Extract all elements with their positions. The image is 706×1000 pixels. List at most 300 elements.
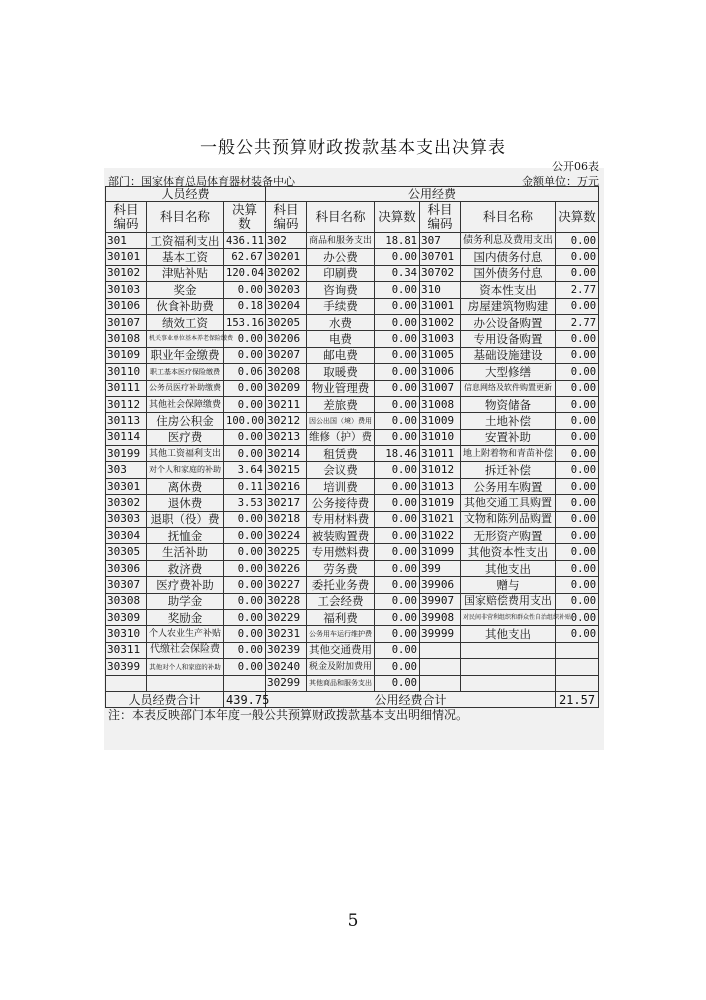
table-row <box>106 462 599 478</box>
cell-name: 退职（役）费 <box>147 511 224 527</box>
cell-name: 大型修缮 <box>461 364 556 380</box>
cell-code: 39908 <box>420 609 461 625</box>
cell-code: 307 <box>420 233 461 249</box>
cell-code: 30215 <box>266 462 307 478</box>
cell-code: 30240 <box>266 659 307 675</box>
cell-name <box>461 675 556 691</box>
cell-amount: 0.00 <box>375 331 420 347</box>
cell-name: 医疗费 <box>147 429 224 445</box>
personnel-total-label: 人员经费合计 <box>106 691 224 707</box>
cell-name <box>461 642 556 658</box>
cell-code: 30399 <box>106 659 147 675</box>
cell-code: 31012 <box>420 462 461 478</box>
cell-code: 30113 <box>106 413 147 429</box>
cell-amount: 0.00 <box>375 413 420 429</box>
cell-amount: 0.00 <box>375 642 420 658</box>
cell-name: 国内债务付息 <box>461 249 556 265</box>
cell-name: 对民间非营利组织和群众性自治组织补贴 <box>461 609 556 625</box>
cell-name: 绩效工资 <box>147 314 224 330</box>
cell-name: 基础设施建设 <box>461 347 556 363</box>
table-row <box>106 528 599 544</box>
cell-code: 30108 <box>106 331 147 347</box>
table-row <box>106 495 599 511</box>
cell-code: 30231 <box>266 626 307 642</box>
cell-name: 资本性支出 <box>461 282 556 298</box>
cell-amount: 0.00 <box>375 429 420 445</box>
cell-amount: 0.00 <box>556 478 599 494</box>
cell-code: 310 <box>420 282 461 298</box>
cell-code: 30224 <box>266 528 307 544</box>
cell-code: 30226 <box>266 560 307 576</box>
cell-code: 30208 <box>266 364 307 380</box>
cell-name: 机关事业单位基本养老保险缴费 <box>147 331 224 347</box>
cell-amount: 0.00 <box>224 659 266 675</box>
cell-code: 303 <box>106 462 147 478</box>
table-note: 注：本表反映部门本年度一般公共预算财政拨款基本支出明细情况。 <box>108 708 469 722</box>
cell-name: 邮电费 <box>307 347 375 363</box>
cell-amount: 0.00 <box>556 298 599 314</box>
cell-amount: 0.00 <box>224 642 266 658</box>
cell-name: 房屋建筑物购建 <box>461 298 556 314</box>
cell-amount: 18.46 <box>375 446 420 462</box>
cell-code: 30229 <box>266 609 307 625</box>
cell-amount: 3.53 <box>224 495 266 511</box>
table-row <box>106 675 599 691</box>
cell-code: 30204 <box>266 298 307 314</box>
table-row <box>106 298 599 314</box>
cell-name: 救济费 <box>147 560 224 576</box>
cell-amount <box>556 675 599 691</box>
cell-code: 30114 <box>106 429 147 445</box>
cell-code: 30212 <box>266 413 307 429</box>
cell-code: 30202 <box>266 265 307 281</box>
cell-name: 其他资本性支出 <box>461 544 556 560</box>
cell-name: 基本工资 <box>147 249 224 265</box>
table-row <box>106 347 599 363</box>
col-header-name: 科目名称 <box>147 202 224 233</box>
cell-name: 专用设备购置 <box>461 331 556 347</box>
cell-code: 31008 <box>420 396 461 412</box>
cell-code: 30299 <box>266 675 307 691</box>
table-row <box>106 593 599 609</box>
cell-code: 30101 <box>106 249 147 265</box>
form-number: 公开06表 <box>552 160 599 173</box>
cell-code: 399 <box>420 560 461 576</box>
cell-code: 30302 <box>106 495 147 511</box>
cell-name: 生活补助 <box>147 544 224 560</box>
col-header-code: 科目编码 <box>420 202 461 233</box>
cell-name: 抚恤金 <box>147 528 224 544</box>
cell-code: 30199 <box>106 446 147 462</box>
public-group-header: 公用经费 <box>266 187 599 202</box>
column-header-row <box>106 202 599 233</box>
cell-amount: 0.06 <box>224 364 266 380</box>
cell-name <box>147 675 224 691</box>
table-row <box>106 626 599 642</box>
cell-name: 培训费 <box>307 478 375 494</box>
cell-code: 30103 <box>106 282 147 298</box>
cell-name: 公务用车运行维护费 <box>307 626 375 642</box>
cell-name: 个人农业生产补贴 <box>147 626 224 642</box>
cell-amount: 0.11 <box>224 478 266 494</box>
col-header-name: 科目名称 <box>461 202 556 233</box>
cell-name: 物资储备 <box>461 396 556 412</box>
cell-amount: 0.00 <box>224 626 266 642</box>
table-row <box>106 249 599 265</box>
cell-name: 咨询费 <box>307 282 375 298</box>
col-header-code: 科目编码 <box>106 202 147 233</box>
cell-name: 电费 <box>307 331 375 347</box>
cell-amount: 0.00 <box>375 380 420 396</box>
cell-code: 30110 <box>106 364 147 380</box>
cell-amount: 436.11 <box>224 233 266 249</box>
cell-code: 30203 <box>266 282 307 298</box>
cell-amount: 0.00 <box>224 544 266 560</box>
cell-name: 专用材料费 <box>307 511 375 527</box>
cell-name: 税金及附加费用 <box>307 659 375 675</box>
cell-code: 301 <box>106 233 147 249</box>
cell-amount: 0.00 <box>375 478 420 494</box>
cell-amount: 0.00 <box>375 544 420 560</box>
cell-amount: 0.00 <box>224 429 266 445</box>
cell-amount: 0.00 <box>224 347 266 363</box>
cell-amount <box>224 675 266 691</box>
cell-name: 助学金 <box>147 593 224 609</box>
cell-amount: 0.00 <box>224 577 266 593</box>
table-row <box>106 265 599 281</box>
cell-amount: 0.00 <box>224 282 266 298</box>
cell-name: 商品和服务支出 <box>307 233 375 249</box>
cell-name: 拆迁补偿 <box>461 462 556 478</box>
cell-amount: 0.00 <box>556 511 599 527</box>
cell-amount: 0.00 <box>556 593 599 609</box>
cell-amount: 0.00 <box>556 495 599 511</box>
cell-amount: 0.00 <box>224 609 266 625</box>
cell-name: 租赁费 <box>307 446 375 462</box>
cell-name: 手续费 <box>307 298 375 314</box>
cell-name: 土地补偿 <box>461 413 556 429</box>
cell-code: 31007 <box>420 380 461 396</box>
table-row <box>106 609 599 625</box>
cell-amount: 0.00 <box>375 364 420 380</box>
table-row <box>106 544 599 560</box>
cell-code: 30310 <box>106 626 147 642</box>
cell-name: 其他交通工具购置 <box>461 495 556 511</box>
cell-code: 30228 <box>266 593 307 609</box>
cell-amount: 0.34 <box>375 265 420 281</box>
cell-amount: 18.81 <box>375 233 420 249</box>
cell-amount: 0.00 <box>556 347 599 363</box>
cell-code: 30305 <box>106 544 147 560</box>
cell-code: 30225 <box>266 544 307 560</box>
cell-name: 其他商品和服务支出 <box>307 675 375 691</box>
cell-name: 办公设备购置 <box>461 314 556 330</box>
cell-name: 其他工资福利支出 <box>147 446 224 462</box>
cell-code: 31006 <box>420 364 461 380</box>
cell-code: 30206 <box>266 331 307 347</box>
cell-name: 会议费 <box>307 462 375 478</box>
cell-amount: 0.00 <box>224 511 266 527</box>
expenditure-table <box>105 186 599 708</box>
cell-code: 30239 <box>266 642 307 658</box>
cell-name: 国外债务付息 <box>461 265 556 281</box>
cell-name: 其他社会保障缴费 <box>147 396 224 412</box>
cell-code: 39907 <box>420 593 461 609</box>
cell-code: 30227 <box>266 577 307 593</box>
cell-name: 印刷费 <box>307 265 375 281</box>
cell-code <box>420 675 461 691</box>
cell-amount: 0.00 <box>556 577 599 593</box>
cell-code: 31002 <box>420 314 461 330</box>
cell-amount: 0.00 <box>375 675 420 691</box>
cell-name: 地上附着物和青苗补偿 <box>461 446 556 462</box>
cell-code: 30309 <box>106 609 147 625</box>
cell-code: 30216 <box>266 478 307 494</box>
public-total-label: 公用经费合计 <box>266 691 556 707</box>
table-row <box>106 446 599 462</box>
cell-name: 债务利息及费用支出 <box>461 233 556 249</box>
cell-name: 代缴社会保险费 <box>147 642 224 658</box>
table-row <box>106 396 599 412</box>
cell-name: 职业年金缴费 <box>147 347 224 363</box>
cell-code: 31099 <box>420 544 461 560</box>
cell-code: 30209 <box>266 380 307 396</box>
cell-amount: 0.00 <box>224 331 266 347</box>
cell-amount: 2.77 <box>556 314 599 330</box>
group-header-row <box>106 187 599 202</box>
cell-amount: 0.00 <box>556 364 599 380</box>
cell-name: 因公出国（境）费用 <box>307 413 375 429</box>
cell-name: 被装购置费 <box>307 528 375 544</box>
cell-amount: 0.00 <box>224 446 266 462</box>
table-row <box>106 233 599 249</box>
cell-amount: 0.00 <box>224 380 266 396</box>
cell-code: 30201 <box>266 249 307 265</box>
cell-code: 30205 <box>266 314 307 330</box>
cell-amount: 0.18 <box>224 298 266 314</box>
table-row <box>106 364 599 380</box>
department-label: 部门：国家体育总局体育器材装备中心 <box>108 175 295 188</box>
personnel-group-header: 人员经费 <box>106 187 266 202</box>
cell-code: 30311 <box>106 642 147 658</box>
cell-name: 福利费 <box>307 609 375 625</box>
page-number: 5 <box>347 911 359 931</box>
cell-amount <box>556 642 599 658</box>
cell-name: 公务员医疗补助缴费 <box>147 380 224 396</box>
cell-code: 30106 <box>106 298 147 314</box>
cell-code: 39999 <box>420 626 461 642</box>
col-header-amount: 决算数 <box>375 202 420 233</box>
cell-code: 31013 <box>420 478 461 494</box>
cell-amount <box>556 659 599 675</box>
cell-amount: 0.00 <box>556 249 599 265</box>
cell-amount: 120.04 <box>224 265 266 281</box>
cell-name: 对个人和家庭的补助 <box>147 462 224 478</box>
cell-name: 离休费 <box>147 478 224 494</box>
cell-code: 30211 <box>266 396 307 412</box>
cell-amount: 0.00 <box>375 282 420 298</box>
cell-amount: 0.00 <box>375 249 420 265</box>
col-header-code: 科目编码 <box>266 202 307 233</box>
cell-code: 31010 <box>420 429 461 445</box>
cell-code: 30214 <box>266 446 307 462</box>
cell-name: 公务用车购置 <box>461 478 556 494</box>
cell-code: 30102 <box>106 265 147 281</box>
table-row <box>106 413 599 429</box>
col-header-amount: 决算数 <box>224 202 266 233</box>
cell-amount: 0.00 <box>375 528 420 544</box>
cell-name: 住房公积金 <box>147 413 224 429</box>
cell-code: 30307 <box>106 577 147 593</box>
cell-amount: 0.00 <box>375 560 420 576</box>
unit-label: 金额单位：万元 <box>522 175 599 188</box>
cell-amount: 0.00 <box>375 314 420 330</box>
cell-code: 31009 <box>420 413 461 429</box>
cell-amount: 0.00 <box>556 544 599 560</box>
cell-code: 31003 <box>420 331 461 347</box>
cell-amount: 0.00 <box>375 593 420 609</box>
cell-name: 无形资产购置 <box>461 528 556 544</box>
cell-code <box>106 675 147 691</box>
cell-code: 30303 <box>106 511 147 527</box>
table-row <box>106 282 599 298</box>
cell-code: 30218 <box>266 511 307 527</box>
col-header-name: 科目名称 <box>307 202 375 233</box>
cell-name: 伙食补助费 <box>147 298 224 314</box>
cell-name <box>461 659 556 675</box>
cell-name: 其他交通费用 <box>307 642 375 658</box>
cell-name: 津贴补贴 <box>147 265 224 281</box>
personnel-total-value: 439.75 <box>224 691 266 707</box>
cell-code: 30306 <box>106 560 147 576</box>
cell-amount: 0.00 <box>224 593 266 609</box>
cell-code: 30304 <box>106 528 147 544</box>
cell-code: 39906 <box>420 577 461 593</box>
cell-amount: 0.00 <box>556 331 599 347</box>
cell-amount: 0.00 <box>556 396 599 412</box>
cell-code: 30702 <box>420 265 461 281</box>
cell-amount: 0.00 <box>375 396 420 412</box>
cell-amount: 0.00 <box>375 511 420 527</box>
cell-code: 30217 <box>266 495 307 511</box>
cell-amount: 0.00 <box>224 528 266 544</box>
cell-amount: 0.00 <box>375 495 420 511</box>
cell-amount: 0.00 <box>556 413 599 429</box>
cell-amount: 0.00 <box>375 626 420 642</box>
cell-name: 维修（护）费 <box>307 429 375 445</box>
cell-name: 劳务费 <box>307 560 375 576</box>
cell-code: 30107 <box>106 314 147 330</box>
cell-code: 31011 <box>420 446 461 462</box>
cell-amount: 0.00 <box>556 626 599 642</box>
cell-amount: 0.00 <box>375 609 420 625</box>
cell-name: 奖金 <box>147 282 224 298</box>
cell-code: 31022 <box>420 528 461 544</box>
cell-name: 办公费 <box>307 249 375 265</box>
cell-amount: 0.00 <box>224 396 266 412</box>
cell-code: 31005 <box>420 347 461 363</box>
cell-name: 工会经费 <box>307 593 375 609</box>
cell-code: 30111 <box>106 380 147 396</box>
cell-name: 奖励金 <box>147 609 224 625</box>
cell-name: 委托业务费 <box>307 577 375 593</box>
col-header-amount: 决算数 <box>556 202 599 233</box>
table-row <box>106 511 599 527</box>
cell-name: 取暖费 <box>307 364 375 380</box>
cell-name: 国家赔偿费用支出 <box>461 593 556 609</box>
cell-amount: 0.00 <box>556 528 599 544</box>
cell-name: 差旅费 <box>307 396 375 412</box>
cell-name: 水费 <box>307 314 375 330</box>
cell-amount: 0.00 <box>375 298 420 314</box>
table-row <box>106 577 599 593</box>
cell-name: 其他支出 <box>461 560 556 576</box>
cell-amount: 0.00 <box>375 659 420 675</box>
cell-code <box>420 659 461 675</box>
table-row <box>106 659 599 675</box>
cell-name: 专用燃料费 <box>307 544 375 560</box>
cell-amount: 0.00 <box>556 560 599 576</box>
cell-amount: 0.00 <box>556 446 599 462</box>
cell-amount: 153.16 <box>224 314 266 330</box>
cell-amount: 0.00 <box>375 577 420 593</box>
table-row <box>106 380 599 396</box>
table-row <box>106 331 599 347</box>
cell-amount: 0.00 <box>556 462 599 478</box>
cell-name: 信息网络及软件购置更新 <box>461 380 556 396</box>
table-row <box>106 560 599 576</box>
cell-name: 工资福利支出 <box>147 233 224 249</box>
cell-code <box>420 642 461 658</box>
cell-name: 退休费 <box>147 495 224 511</box>
cell-amount: 0.00 <box>556 233 599 249</box>
cell-code: 31021 <box>420 511 461 527</box>
cell-amount: 100.00 <box>224 413 266 429</box>
cell-code: 30213 <box>266 429 307 445</box>
cell-name: 物业管理费 <box>307 380 375 396</box>
cell-amount: 0.00 <box>556 429 599 445</box>
cell-amount: 0.00 <box>556 609 599 625</box>
cell-code: 31001 <box>420 298 461 314</box>
cell-name: 职工基本医疗保险缴费 <box>147 364 224 380</box>
cell-code: 30109 <box>106 347 147 363</box>
table-row <box>106 642 599 658</box>
cell-amount: 0.00 <box>224 560 266 576</box>
cell-code: 30701 <box>420 249 461 265</box>
cell-code: 30308 <box>106 593 147 609</box>
cell-name: 公务接待费 <box>307 495 375 511</box>
cell-code: 302 <box>266 233 307 249</box>
cell-code: 30301 <box>106 478 147 494</box>
page-title: 一般公共预算财政拨款基本支出决算表 <box>200 138 506 158</box>
table-row <box>106 314 599 330</box>
cell-name: 医疗费补助 <box>147 577 224 593</box>
cell-code: 30207 <box>266 347 307 363</box>
cell-code: 30112 <box>106 396 147 412</box>
cell-name: 文物和陈列品购置 <box>461 511 556 527</box>
cell-name: 其他支出 <box>461 626 556 642</box>
cell-amount: 0.00 <box>375 347 420 363</box>
cell-name: 赠与 <box>461 577 556 593</box>
cell-amount: 0.00 <box>556 265 599 281</box>
table-row <box>106 429 599 445</box>
table-row <box>106 478 599 494</box>
public-total-value: 21.57 <box>556 691 599 707</box>
cell-name: 安置补助 <box>461 429 556 445</box>
cell-amount: 0.00 <box>375 462 420 478</box>
cell-amount: 2.77 <box>556 282 599 298</box>
cell-amount: 62.67 <box>224 249 266 265</box>
